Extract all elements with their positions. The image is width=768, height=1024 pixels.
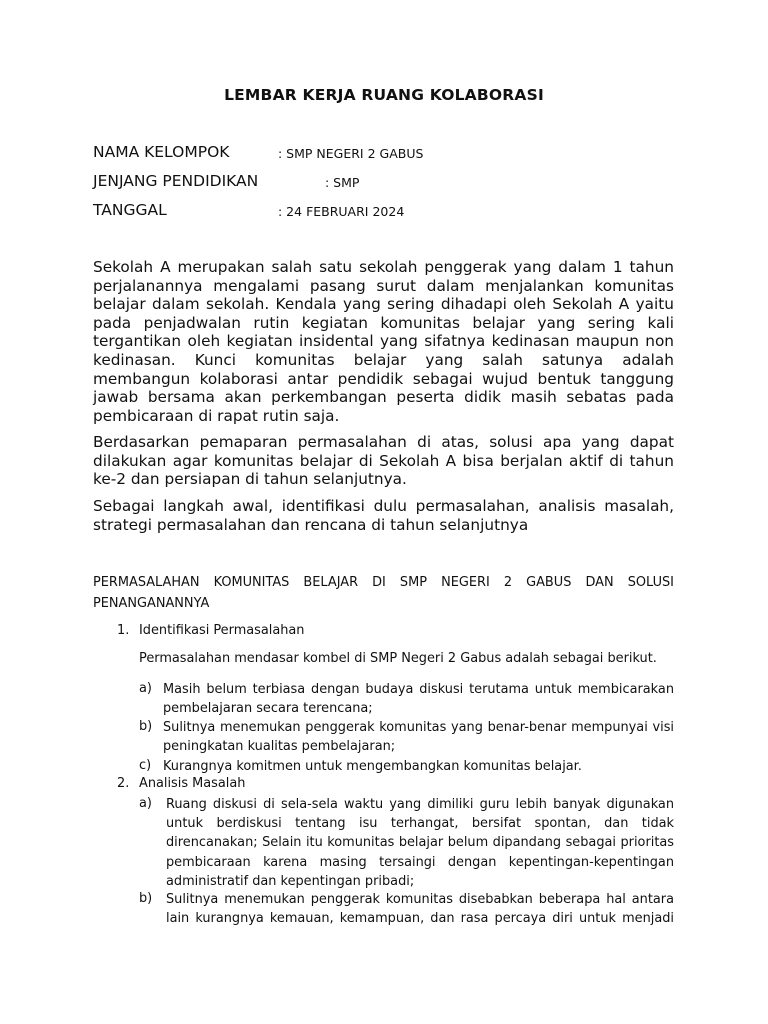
info-value: : 24 FEBRUARI 2024 — [278, 204, 405, 219]
list-item: Kurangnya komitmen untuk mengembangkan komunitas belajar. — [163, 759, 582, 774]
list-marker: a) — [139, 681, 152, 696]
list-item: Sulitnya menemukan penggerak komunitas yang benar-benar mempunyai visi peningkatan kualitas pembelajaran; — [163, 720, 674, 755]
list-marker: b) — [139, 719, 153, 734]
list-marker: b) — [139, 891, 153, 906]
paragraph: Sekolah A merupakan salah satu sekolah penggerak yang dalam 1 tahun perjalanannya mengalami pasang surut dalam menjalankan komunitas belajar dalam sekolah. Kendala yang sering dihadapi oleh Sekolah A yaitu pada penjadwalan rutin kegiatan komunitas belajar yang sering kali tergantikan oleh kegiatan insidental yang sifatnya kedinasan maupun non kedinasan. Kunci komunitas belajar yang salah satunya adalah membangun kolaborasi antar pendidik sebagai wujud bentuk tanggung jawab bersama akan perkembangan peserta didik masih sebatas pada pembicaraan di rapat rutin saja. — [93, 258, 674, 425]
section-heading: PERMASALAHAN KOMUNITAS BELAJAR DI SMP NEGERI 2 GABUS DAN SOLUSI PENANGANANNYA — [93, 575, 674, 611]
section-intro: Permasalahan mendasar kombel di SMP Negeri 2 Gabus adalah sebagai berikut. — [139, 651, 657, 666]
section-number: 1. — [117, 623, 130, 638]
info-label: JENJANG PENDIDIKAN — [93, 172, 259, 190]
info-label: NAMA KELOMPOK — [93, 143, 230, 161]
list-item: Ruang diskusi di sela-sela waktu yang dimiliki guru lebih banyak digunakan untuk berdiskusi tentang isu terhangat, bersifat spontan, dan tidak direncanakan; Selain itu komunitas belajar belum dipandang sebagai prioritas pembicaraan karena masing tersaingi dengan kepentingan-kepentingan administratif dan kepentingan pribadi; — [166, 797, 674, 889]
document-title: LEMBAR KERJA RUANG KOLABORASI — [224, 86, 544, 104]
list-item: Masih belum terbiasa dengan budaya diskusi terutama untuk membicarakan pembelajaran secara terencana; — [163, 682, 674, 717]
info-label: TANGGAL — [93, 201, 167, 219]
info-value: : SMP NEGERI 2 GABUS — [278, 146, 424, 161]
section-title: Analisis Masalah — [139, 776, 246, 791]
paragraph: Sebagai langkah awal, identifikasi dulu permasalahan, analisis masalah, strategi permasalahan dan rencana di tahun selanjutnya — [93, 497, 674, 534]
section-title: Identifikasi Permasalahan — [139, 623, 305, 638]
section-number: 2. — [117, 776, 130, 791]
list-marker: c) — [139, 758, 152, 773]
list-marker: a) — [139, 796, 152, 811]
list-item: Sulitnya menemukan penggerak komunitas disebabkan beberapa hal antara lain kurangnya kemauan, kemampuan, dan rasa percaya diri untuk menjadi — [166, 892, 674, 927]
paragraph: Berdasarkan pemaparan permasalahan di atas, solusi apa yang dapat dilakukan agar komunitas belajar di Sekolah A bisa berjalan aktif di tahun ke-2 dan persiapan di tahun selanjutnya. — [93, 433, 674, 489]
info-value: : SMP — [325, 175, 360, 190]
